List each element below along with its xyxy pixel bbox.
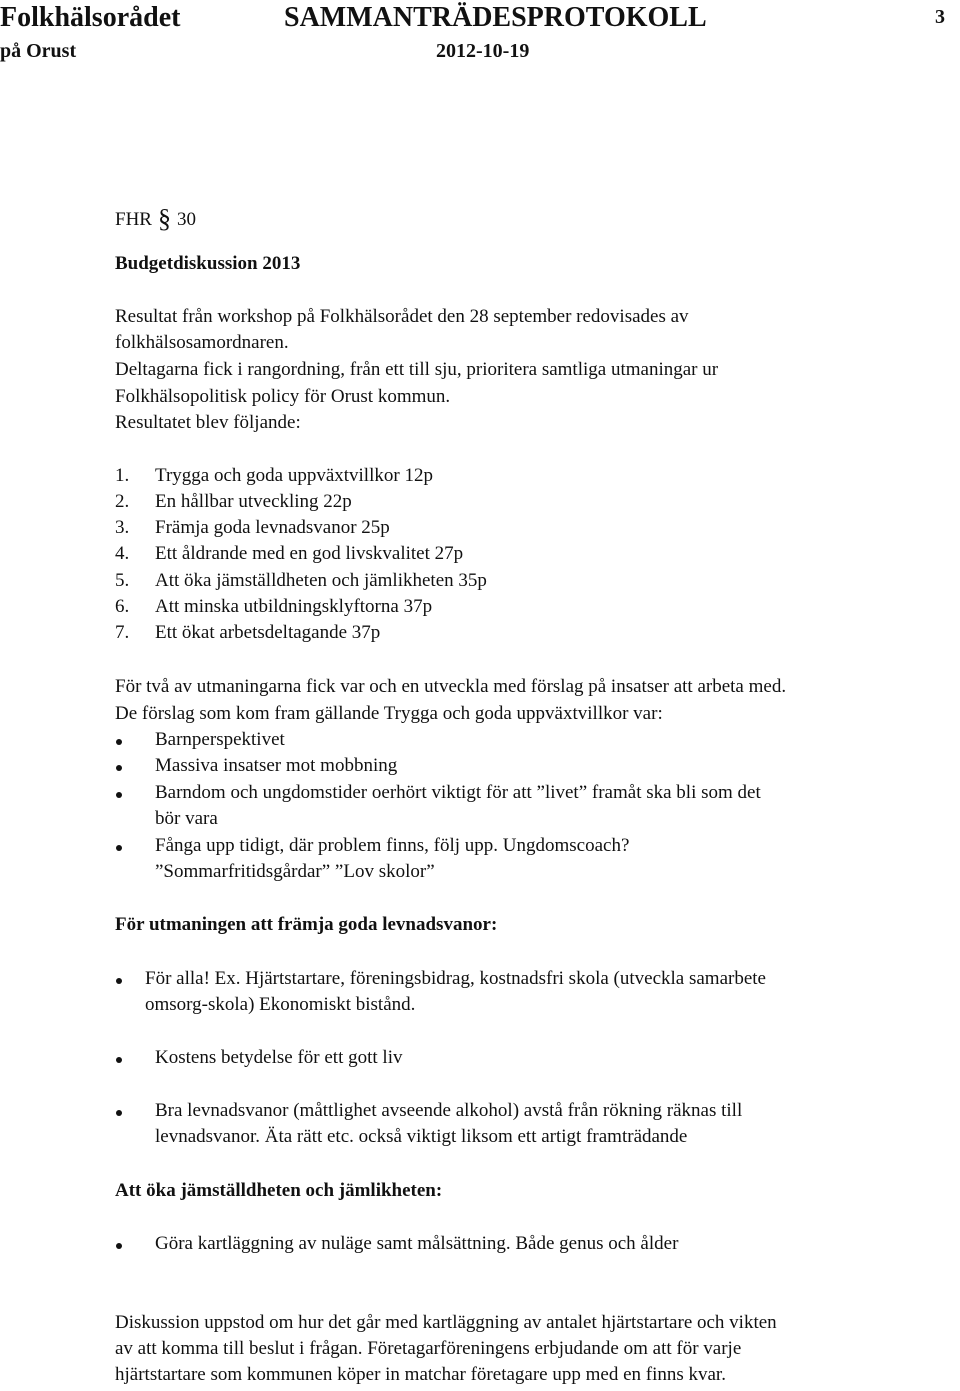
proposals-intro-line: De förslag som kom fram gällande Trygga och goda uppväxtvillkor var: <box>115 703 663 724</box>
bullet-icon <box>116 739 122 745</box>
ranking-number: 1. <box>115 465 130 486</box>
ranking-number: 4. <box>115 543 130 564</box>
ranking-item: Trygga och goda uppväxtvillkor 12p <box>155 465 433 486</box>
ranking-item: Ett åldrande med en god livskvalitet 27p <box>155 543 464 564</box>
section-num: 30 <box>176 209 196 230</box>
ranking-item: Ett ökat arbetsdeltagande 37p <box>155 622 381 643</box>
intro-line: Resultat från workshop på Folkhälsorådet den 28 september redovisades av <box>115 306 689 327</box>
bullet-icon <box>116 792 122 798</box>
ranking-item: Främja goda levnadsvanor 25p <box>155 517 390 538</box>
intro-line: Resultatet blev följande: <box>115 412 301 433</box>
discussion-line: Diskussion uppstod om hur det går med kartläggning av antalet hjärtstartare och vikten <box>115 1312 777 1333</box>
proposal-item-continuation: bör vara <box>155 808 218 829</box>
header-location: på Orust <box>0 40 77 62</box>
header-date: 2012-10-19 <box>436 40 530 62</box>
habit-item: För alla! Ex. Hjärtstartare, föreningsbidrag, kostnadsfri skola (utveckla samarbete <box>145 968 766 989</box>
intro-line: folkhälsosamordnaren. <box>115 332 289 353</box>
ranking-number: 2. <box>115 491 130 512</box>
section-number <box>115 204 196 234</box>
page-number: 3 <box>935 6 945 28</box>
equality-item: Göra kartläggning av nuläge samt målsättning. Både genus och ålder <box>155 1233 679 1254</box>
section-sign: § <box>157 204 171 233</box>
proposal-item: Barndom och ungdomstider oerhört viktigt för att ”livet” framåt ska bli som det <box>155 782 761 803</box>
intro-line: Deltagarna fick i rangordning, från ett till sju, prioritera samtliga utmaningar ur <box>115 359 719 380</box>
ranking-item: Att öka jämställdheten och jämlikheten 35p <box>155 570 487 591</box>
discussion-line: av att komma till beslut i frågan. Företagarföreningens erbjudande om att för varje <box>115 1338 742 1359</box>
ranking-number: 6. <box>115 596 130 617</box>
habit-item-continuation: levnadsvanor. Äta rätt etc. också viktigt liksom ett artigt framträdande <box>155 1126 688 1147</box>
header-org: Folkhälsorådet <box>0 2 181 33</box>
intro-line: Folkhälsopolitisk policy för Orust kommun. <box>115 386 451 407</box>
ranking-number: 7. <box>115 622 130 643</box>
ranking-number: 3. <box>115 517 130 538</box>
proposal-item-continuation: ”Sommarfritidsgårdar” ”Lov skolor” <box>155 861 435 882</box>
discussion-line: hjärtstartare som kommunen köper in matchar företagare upp med en finns kvar. <box>115 1364 726 1385</box>
proposal-item: Fånga upp tidigt, där problem finns, följ upp. Ungdomscoach? <box>155 835 630 856</box>
bullet-icon <box>116 978 122 984</box>
habit-item: Kostens betydelse för ett gott liv <box>155 1047 403 1068</box>
habit-item-continuation: omsorg-skola) Ekonomiskt bistånd. <box>145 994 416 1015</box>
bullet-icon <box>116 1057 122 1063</box>
ranking-item: Att minska utbildningsklyftorna 37p <box>155 596 433 617</box>
header-doc-type: SAMMANTRÄDESPROTOKOLL <box>284 2 707 33</box>
equality-heading: Att öka jämställdheten och jämlikheten: <box>115 1180 443 1201</box>
proposal-item: Barnperspektivet <box>155 729 285 750</box>
proposal-item: Massiva insatser mot mobbning <box>155 755 398 776</box>
ranking-number: 5. <box>115 570 130 591</box>
ranking-item: En hållbar utveckling 22p <box>155 491 352 512</box>
bullet-icon <box>116 1243 122 1249</box>
habit-item: Bra levnadsvanor (måttlighet avseende alkohol) avstå från rökning räknas till <box>155 1100 743 1121</box>
bullet-icon <box>116 1110 122 1116</box>
proposals-intro-line: För två av utmaningarna fick var och en utveckla med förslag på insatser att arbeta med. <box>115 676 787 697</box>
bullet-icon <box>116 765 122 771</box>
habits-heading: För utmaningen att främja goda levnadsvanor: <box>115 914 498 935</box>
bullet-icon <box>116 845 122 851</box>
section-title: Budgetdiskussion 2013 <box>115 253 301 274</box>
section-code: FHR <box>115 209 152 230</box>
